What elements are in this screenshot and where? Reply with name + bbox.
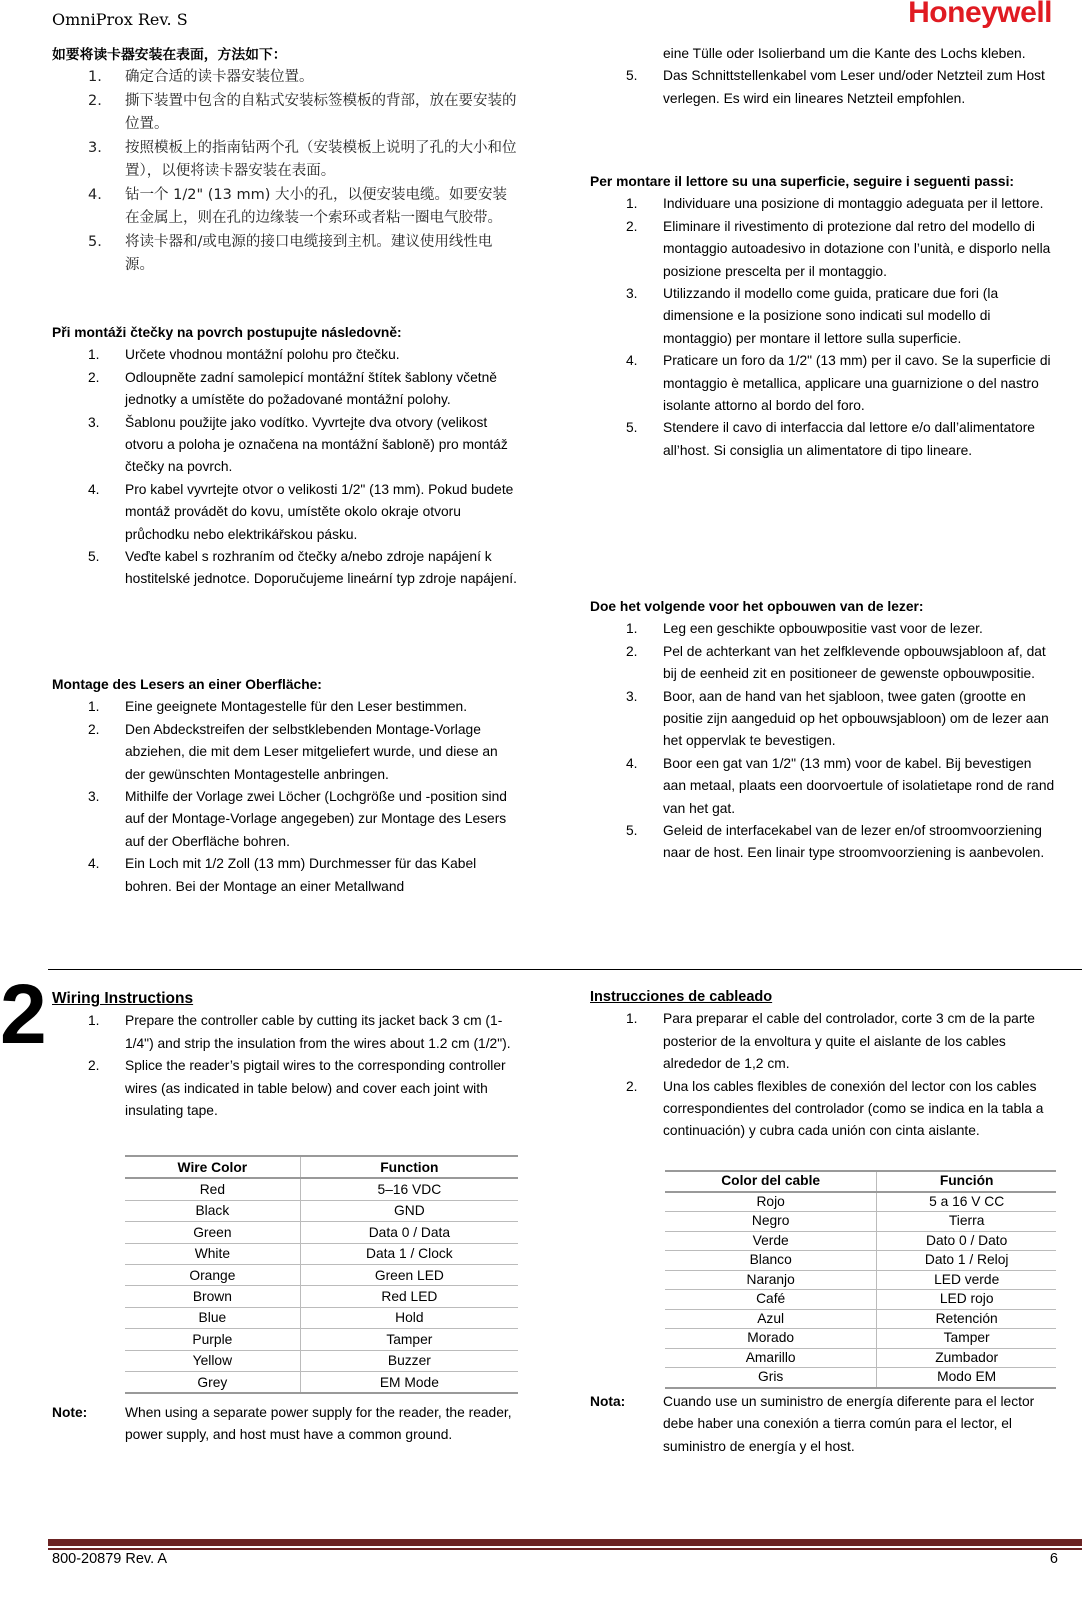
steps-list — [590, 193, 1058, 462]
step-number: 2. — [88, 369, 100, 385]
wire-color-cell: Azul — [665, 1309, 877, 1329]
step-number: 3. — [626, 286, 638, 302]
section-cs — [52, 322, 520, 591]
list-item — [590, 43, 1058, 65]
step-number: 4. — [88, 481, 100, 497]
wire-color-cell: Blue — [125, 1307, 300, 1328]
section-number: 2 — [0, 967, 47, 1061]
step-number: 1. — [88, 347, 100, 363]
function-cell: Data 1 / Clock — [300, 1243, 518, 1264]
note-en — [52, 1402, 520, 1447]
list-item — [590, 193, 1058, 215]
step-text: Praticare un foro da 1/2" (13 mm) per il cavo. Se la superficie di montaggio è metallica, applicare una guarnizione o del nastro isolante attorno al bordo del foro. — [663, 353, 1051, 414]
table-row — [125, 1264, 518, 1285]
step-text: Mithilfe der Vorlage zwei Löcher (Lochgröße und -position sind auf der Montage-Vorlage angegeben) zur Montage des Lesers auf der Oberfläche bohren. — [125, 789, 507, 849]
wire-color-cell: Green — [125, 1222, 300, 1243]
wire-color-cell: Blanco — [665, 1251, 877, 1271]
section-heading: Per montare il lettore su una superficie, seguire i seguenti passi: — [590, 174, 1014, 189]
table-row — [125, 1371, 518, 1393]
table-row — [665, 1231, 1056, 1251]
column-header: Function — [300, 1156, 518, 1178]
step-number: 4. — [626, 353, 638, 369]
section-zh — [52, 44, 520, 278]
honeywell-logo: Honeywell — [908, 0, 1052, 29]
table-row — [125, 1307, 518, 1328]
list-item — [590, 820, 1058, 865]
function-cell: Zumbador — [877, 1348, 1056, 1368]
footer-rule — [48, 1548, 1082, 1550]
section-heading: Doe het volgende voor het opbouwen van de lezer: — [590, 599, 924, 614]
list-item — [52, 786, 520, 853]
list-item — [52, 184, 520, 231]
table-row — [665, 1290, 1056, 1310]
step-number: 5. — [626, 420, 638, 436]
list-item — [52, 479, 520, 546]
step-text: 按照模板上的指南钻两个孔（安装模板上说明了孔的大小和位置），以便将读卡器安装在表面。 — [125, 139, 517, 180]
step-number: 3. — [88, 139, 102, 156]
wire-color-cell: Red — [125, 1178, 300, 1200]
list-item — [52, 546, 520, 591]
step-number: 1. — [88, 1013, 100, 1029]
step-text: Prepare the controller cable by cutting its jacket back 3 cm (1-1/4") and strip the insulation from the wires about 1.2 cm (1/2"). — [125, 1013, 511, 1051]
function-cell: LED verde — [877, 1270, 1056, 1290]
step-text: Das Schnittstellenkabel vom Leser und/oder Netzteil zum Host verlegen. Es wird ein lineares Netzteil empfohlen. — [663, 68, 1045, 106]
step-text: Ein Loch mit 1/2 Zoll (13 mm) Durchmesser für das Kabel bohren. Bei der Montage an einer Metallwand — [125, 856, 477, 894]
table-row — [125, 1178, 518, 1200]
step-number: 5. — [626, 823, 638, 839]
function-cell: 5 a 16 V CC — [877, 1192, 1056, 1212]
list-item — [590, 216, 1058, 283]
column-header: Color del cable — [665, 1171, 877, 1192]
list-item — [52, 853, 520, 898]
step-text: Odloupněte zadní samolepicí montážní štítek šablony včetně jednotky a umístěte do požadované montážní polohy. — [125, 369, 497, 408]
function-cell: Tamper — [877, 1329, 1056, 1349]
section-wiring-es — [590, 986, 1058, 1143]
step-text: 撕下装置中包含的自粘式安装标签模板的背部，放在要安装的位置。 — [125, 92, 517, 133]
section-it — [590, 171, 1058, 462]
wire-color-cell: Yellow — [125, 1350, 300, 1371]
step-number: 5. — [88, 549, 100, 565]
wire-color-cell: Morado — [665, 1329, 877, 1349]
steps-list — [590, 1008, 1058, 1142]
function-cell: Tamper — [300, 1329, 518, 1350]
step-number: 2. — [626, 1078, 638, 1094]
document-number: 800-20879 Rev. A — [52, 1551, 168, 1567]
step-number: 3. — [88, 414, 100, 430]
function-cell: Tierra — [877, 1212, 1056, 1232]
step-number: 4. — [626, 755, 638, 771]
list-item — [590, 1008, 1058, 1075]
step-text: Boor, aan de hand van het sjabloon, twee gaten (grootte en positie zijn aangeduid op het opbouwsjabloon) om de lezer aan het oppervlak te bevestigen. — [663, 688, 1049, 749]
wire-color-cell: White — [125, 1243, 300, 1264]
step-text: Una los cables flexibles de conexión del lector con los cables correspondientes del controlador (como se indica en la tabla a continuación) y cubra cada unión con cinta aislante. — [663, 1078, 1044, 1139]
step-number: 5. — [88, 233, 102, 250]
step-text: Geleid de interfacekabel van de lezer en/of stroomvoorziening naar de host. Een linair type stroomvoorziening is aanbevolen. — [663, 823, 1045, 861]
function-cell: Dato 1 / Reloj — [877, 1251, 1056, 1271]
function-cell: EM Mode — [300, 1371, 518, 1393]
section-nl — [590, 596, 1058, 865]
step-number: 3. — [626, 688, 638, 704]
section-wiring-en — [52, 988, 520, 1122]
step-text: 将读卡器和/或电源的接口电缆接到主机。建议使用线性电源。 — [125, 233, 493, 274]
step-text: Utilizzando il modello come guida, praticare due fori (la dimensione e la posizione sono indicati sul modello di montaggio) per montare il lettore sulla superficie. — [663, 286, 999, 346]
step-text: Para preparar el cable del controlador, corte 3 cm de la parte posterior de la envoltura y quite el aislante de los cables alrededor de 1,2 cm. — [663, 1011, 1035, 1072]
step-number: 3. — [88, 789, 100, 805]
section-heading: Instrucciones de cableado — [590, 989, 773, 1005]
table-row — [665, 1192, 1056, 1212]
list-item — [52, 1055, 520, 1122]
table-row — [665, 1348, 1056, 1368]
section-heading: Wiring Instructions — [52, 990, 194, 1007]
wire-color-cell: Naranjo — [665, 1270, 877, 1290]
list-item — [52, 231, 520, 278]
list-item — [52, 1010, 520, 1055]
step-text: Eine geeignete Montagestelle für den Leser bestimmen. — [125, 699, 468, 715]
section-heading: 如要将读卡器安装在表面，方法如下： — [52, 47, 287, 62]
step-text: Pro kabel vyvrtejte otvor o velikosti 1/2" (13 mm). Pokud budete montáž provádět do kovu, umístěte okolo okraje otvoru průchodku nebo elektrikářskou pásku. — [125, 481, 514, 542]
steps-list — [52, 66, 520, 278]
list-item — [590, 350, 1058, 417]
note-label: Note: — [52, 1405, 88, 1420]
table-row — [665, 1251, 1056, 1271]
note-text: Cuando use un suministro de energía diferente para el lector debe haber una conexión a tierra común para el lector, el suministro de energía y el host. — [663, 1394, 1035, 1454]
step-number: 2. — [626, 218, 638, 234]
list-item — [590, 686, 1058, 753]
step-text: 钻一个 1/2" (13 mm) 大小的孔，以便安装电缆。如要安装在金属上，则在孔的边缘装一个索环或者粘一圈电气胶带。 — [125, 186, 507, 227]
list-item — [590, 753, 1058, 820]
step-text: Stendere il cavo di interfaccia dal lettore e/o dall’alimentatore all’host. Si consiglia un alimentatore di tipo lineare. — [663, 420, 1035, 458]
list-item — [52, 66, 520, 90]
wire-table-en — [125, 1155, 518, 1394]
step-text: eine Tülle oder Isolierband um die Kante des Lochs kleben. — [663, 46, 1026, 61]
function-cell: LED rojo — [877, 1290, 1056, 1310]
steps-list — [590, 618, 1058, 864]
list-item — [52, 137, 520, 184]
wire-color-cell: Grey — [125, 1371, 300, 1393]
list-item — [52, 719, 520, 786]
list-item — [52, 696, 520, 718]
section-de — [52, 674, 520, 898]
table-row — [125, 1200, 518, 1221]
function-cell: Retención — [877, 1309, 1056, 1329]
step-text: Splice the reader’s pigtail wires to the corresponding controller wires (as indicated in table below) and cover each joint with insulating tape. — [125, 1058, 506, 1119]
step-text: Šablonu použijte jako vodítko. Vyvrtejte dva otvory (velikost otvoru a poloha je označena na montážní šabloně) pro montáž čtečky na povrch. — [125, 414, 508, 475]
table-row — [665, 1368, 1056, 1388]
steps-list — [52, 696, 520, 898]
step-number: 2. — [88, 92, 102, 109]
step-number: 1. — [626, 1011, 638, 1027]
wire-color-cell: Amarillo — [665, 1348, 877, 1368]
wire-color-cell: Rojo — [665, 1192, 877, 1212]
column-header: Función — [877, 1171, 1056, 1192]
step-text: Eliminare il rivestimento di protezione dal retro del modello di montaggio autoadesivo in dotazione con l’unità, e disporlo nella posizione prescelta per il montaggio. — [663, 218, 1051, 279]
wire-table-es — [665, 1170, 1056, 1389]
wire-color-cell: Verde — [665, 1231, 877, 1251]
list-item — [590, 1076, 1058, 1143]
steps-list — [52, 344, 520, 590]
step-number: 5. — [626, 68, 638, 84]
step-text: Individuare una posizione di montaggio adeguata per il lettore. — [663, 196, 1044, 212]
function-cell: Red LED — [300, 1286, 518, 1307]
list-item — [590, 618, 1058, 640]
step-number: 1. — [626, 621, 638, 637]
step-number: 4. — [88, 186, 102, 203]
note-text: When using a separate power supply for the reader, the reader, power supply, and host must have a common ground. — [125, 1405, 512, 1443]
step-text: Pel de achterkant van het zelfklevende opbouwsjabloon af, dat bij de eenheid zit en positioneer de gewenste opbouwpositie. — [663, 643, 1046, 682]
step-text: Boor een gat van 1/2" (13 mm) voor de kabel. Bij bevestigen aan metaal, plaats een doorvoertule of isolatietape rond de rand van het gat. — [663, 755, 1055, 816]
footer-bar — [48, 1539, 1082, 1546]
table-row — [125, 1286, 518, 1307]
wire-color-cell: Purple — [125, 1329, 300, 1350]
step-number: 4. — [88, 856, 100, 872]
step-text: Leg een geschikte opbouwpositie vast voor de lezer. — [663, 621, 983, 637]
step-number: 2. — [626, 643, 638, 659]
step-number: 2. — [88, 1058, 100, 1074]
list-item — [52, 90, 520, 137]
section-heading: Při montáži čtečky na povrch postupujte následovně: — [52, 325, 402, 340]
function-cell: Data 0 / Data — [300, 1222, 518, 1243]
table-row — [665, 1212, 1056, 1232]
step-text: Veďte kabel s rozhraním od čtečky a/nebo zdroje napájení k hostitelské jednotce. Doporučujeme lineární typ zdroje napájení. — [125, 549, 517, 587]
table-header-row — [125, 1156, 518, 1178]
note-es — [590, 1391, 1058, 1458]
steps-list — [52, 1010, 520, 1122]
list-item — [590, 65, 1058, 110]
step-text: Určete vhodnou montážní polohu pro čtečku. — [125, 347, 400, 363]
page-number: 6 — [1049, 1551, 1058, 1567]
table-row — [125, 1350, 518, 1371]
step-number: 2. — [88, 721, 100, 737]
wire-color-cell: Brown — [125, 1286, 300, 1307]
list-item — [590, 417, 1058, 462]
list-item — [52, 344, 520, 366]
step-text: 确定合适的读卡器安装位置。 — [125, 69, 314, 86]
table-row — [125, 1222, 518, 1243]
section-de-continued — [590, 43, 1058, 110]
note-label: Nota: — [590, 1394, 626, 1409]
wire-color-cell: Negro — [665, 1212, 877, 1232]
step-number: 1. — [88, 69, 102, 86]
wire-color-cell: Black — [125, 1200, 300, 1221]
section-divider — [48, 969, 1082, 970]
wire-color-cell: Orange — [125, 1264, 300, 1285]
list-item — [590, 641, 1058, 686]
function-cell: Green LED — [300, 1264, 518, 1285]
column-header: Wire Color — [125, 1156, 300, 1178]
list-item — [590, 283, 1058, 350]
function-cell: Buzzer — [300, 1350, 518, 1371]
section-heading: Montage des Lesers an einer Oberfläche: — [52, 677, 322, 692]
table-header-row — [665, 1171, 1056, 1192]
table-row — [665, 1309, 1056, 1329]
step-number: 1. — [626, 196, 638, 212]
wire-color-cell: Gris — [665, 1368, 877, 1388]
step-number: 1. — [88, 699, 100, 715]
table-row — [125, 1243, 518, 1264]
function-cell: Modo EM — [877, 1368, 1056, 1388]
function-cell: GND — [300, 1200, 518, 1221]
step-text: Den Abdeckstreifen der selbstklebenden Montage-Vorlage abziehen, die mit dem Leser mitgeliefert wurde, und diese an der gewünschten Montagestelle anbringen. — [125, 721, 498, 782]
table-row — [665, 1329, 1056, 1349]
document-title: OmniProx Rev. S — [52, 10, 188, 29]
table-row — [125, 1329, 518, 1350]
list-item — [52, 412, 520, 479]
table-row — [665, 1270, 1056, 1290]
wire-color-cell: Café — [665, 1290, 877, 1310]
function-cell: Hold — [300, 1307, 518, 1328]
list-item — [52, 367, 520, 412]
function-cell: 5–16 VDC — [300, 1178, 518, 1200]
function-cell: Dato 0 / Dato — [877, 1231, 1056, 1251]
